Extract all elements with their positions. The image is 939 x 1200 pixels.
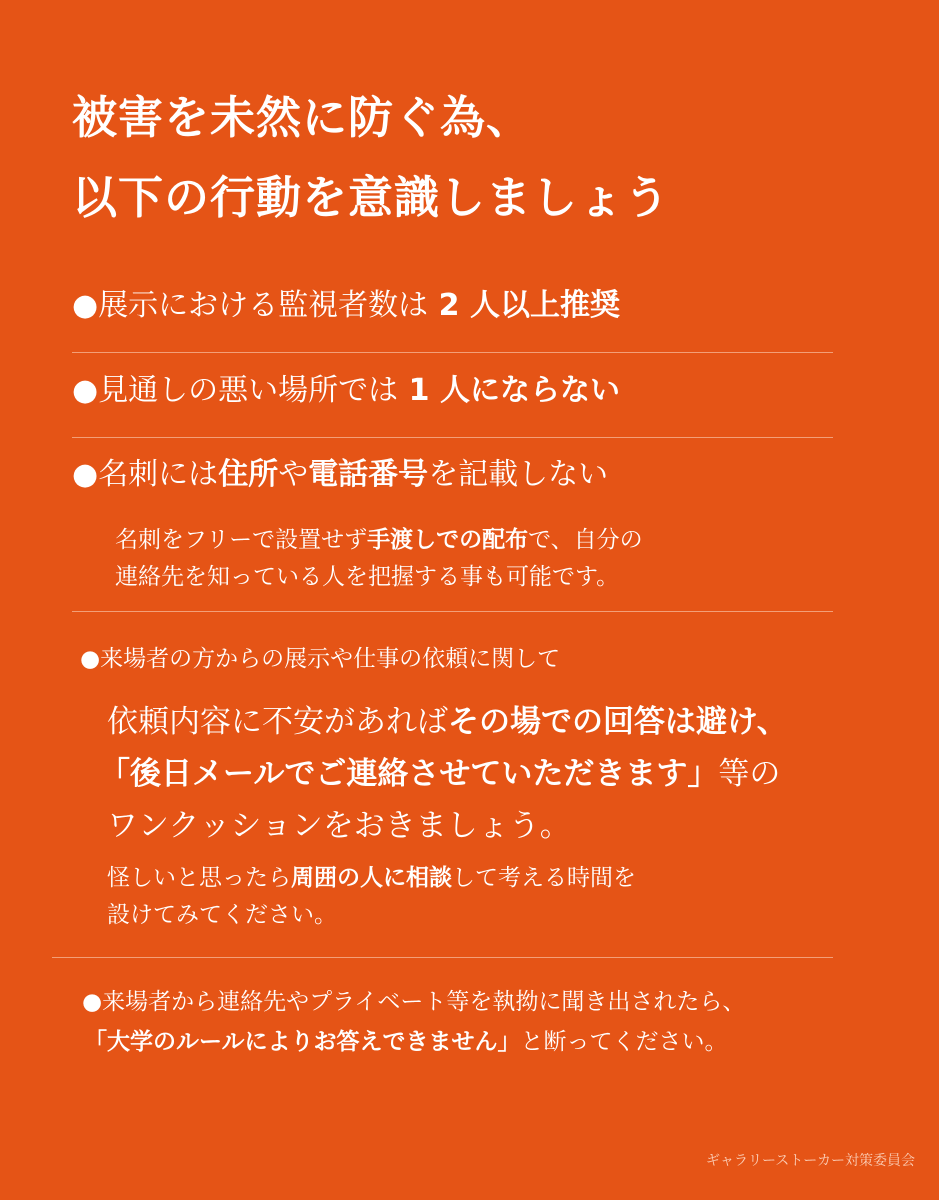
blind-spot-item bbox=[72, 371, 620, 411]
persistent-line-1: ●来場者から連絡先やプライベート等を執拗に聞き出されたら、 bbox=[82, 989, 746, 1015]
monitor-count-item bbox=[72, 286, 620, 326]
monitor-count-prefix: 展示における監視者数は bbox=[98, 288, 429, 323]
note-text: 名刺をフリーで設置せず bbox=[115, 527, 368, 553]
note-strong: 周囲の人に相談 bbox=[291, 865, 452, 891]
persistent-questioning-item bbox=[82, 982, 745, 1062]
business-card-prefix: 名刺には bbox=[98, 457, 219, 492]
business-card-note-line-1 bbox=[115, 522, 643, 559]
advice-text: 等の bbox=[718, 756, 781, 792]
business-card-mid: や bbox=[278, 457, 309, 492]
persistent-strong: 「大学のルールによりお答えできません」 bbox=[84, 1029, 521, 1055]
bullet-icon: ● bbox=[72, 373, 99, 408]
visitor-request-advice bbox=[99, 696, 788, 852]
note-strong: 手渡しでの配布 bbox=[367, 527, 529, 553]
persistent-text: と断ってください。 bbox=[520, 1029, 728, 1055]
page-title bbox=[72, 78, 670, 238]
note-text: 怪しいと思ったら bbox=[107, 865, 291, 891]
divider bbox=[72, 437, 833, 438]
advice-strong-quote: 「後日メールでご連絡させていただきます」 bbox=[99, 756, 719, 792]
business-card-item bbox=[72, 455, 608, 495]
consult-note-line-2: 設けてみてください。 bbox=[107, 902, 337, 928]
advice-line-3: ワンクッションをおきましょう。 bbox=[107, 808, 571, 844]
visitor-request-heading: ●来場者の方からの展示や仕事の依頼に関して bbox=[80, 646, 561, 672]
advice-strong: その場での回答は避け、 bbox=[448, 704, 788, 740]
persistent-line-2 bbox=[84, 1022, 745, 1062]
bullet-icon: ● bbox=[72, 457, 99, 492]
advice-text: 依頼内容に不安があれば bbox=[107, 704, 448, 740]
title-line-2: 以下の行動を意識しましょう bbox=[72, 171, 671, 224]
consult-note-line-1 bbox=[107, 860, 636, 897]
advice-line-1 bbox=[107, 696, 788, 748]
blind-spot-strong: 1 人にならない bbox=[398, 373, 620, 408]
title-line-1: 被害を未然に防ぐ為、 bbox=[72, 91, 533, 144]
business-card-suffix: を記載しない bbox=[428, 457, 609, 492]
business-card-strong-address: 住所 bbox=[218, 457, 279, 492]
monitor-count-strong: 2 人以上推奨 bbox=[428, 288, 620, 323]
advice-line-2 bbox=[99, 748, 788, 800]
divider bbox=[72, 611, 833, 612]
note-text: して考える時間を bbox=[452, 865, 636, 891]
consult-note bbox=[107, 860, 636, 934]
blind-spot-prefix: 見通しの悪い場所では bbox=[98, 373, 399, 408]
note-text: で、自分の bbox=[528, 527, 643, 553]
business-card-strong-phone: 電話番号 bbox=[308, 457, 429, 492]
business-card-note-line-2: 連絡先を知っている人を把握する事も可能です。 bbox=[115, 564, 620, 590]
divider bbox=[52, 957, 833, 958]
business-card-note bbox=[115, 522, 643, 596]
bullet-icon: ● bbox=[72, 288, 99, 323]
divider bbox=[72, 352, 833, 353]
footer-credit: ギャラリーストーカー対策委員会 bbox=[705, 1153, 915, 1169]
